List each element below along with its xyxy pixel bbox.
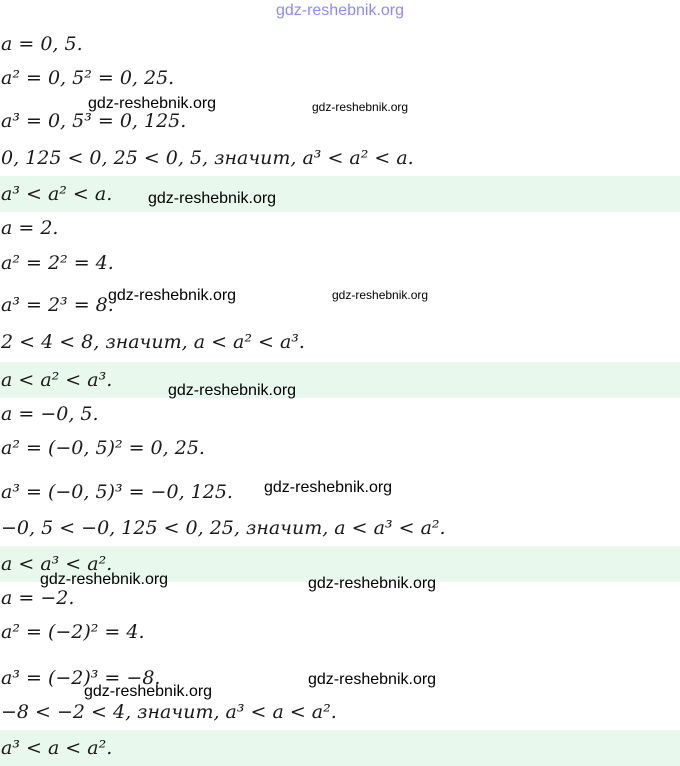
watermark: gdz-reshebnik.org [168,382,297,399]
math-line: a = −0, 5. [1,403,99,425]
answer-line: a³ < a < a². [0,730,680,766]
math-line: a = 0, 5. [1,33,83,55]
math-line: a³ = 2³ = 8. [1,294,114,316]
watermark: gdz-reshebnik.org [88,95,217,112]
math-line: a² = (−0, 5)² = 0, 25. [1,437,205,459]
math-line: −8 < −2 < 4, значит, a³ < a < a². [1,701,337,723]
math-line: a² = 2² = 4. [1,252,114,274]
watermark: gdz-reshebnik.org [308,671,437,688]
math-line: a³ = (−2)³ = −8. [1,667,161,689]
math-line: a = 2. [1,217,59,239]
watermark: gdz-reshebnik.org [312,100,409,114]
math-line: a³ = (−0, 5)³ = −0, 125. [1,481,233,503]
watermark: gdz-reshebnik.org [84,683,213,700]
math-line: 2 < 4 < 8, значит, a < a² < a³. [1,331,305,353]
watermark: gdz-reshebnik.org [40,571,169,588]
math-line: a³ = 0, 5³ = 0, 125. [1,110,187,132]
watermark: gdz-reshebnik.org [332,288,429,302]
watermark: gdz-reshebnik.org [308,575,437,592]
answer-line: a < a² < a³. [0,362,680,398]
math-line: a = −2. [1,587,75,609]
math-line: −0, 5 < −0, 125 < 0, 25, значит, a < a³ < a². [1,517,446,539]
math-line: a² = (−2)² = 4. [1,621,145,643]
watermark: gdz-reshebnik.org [108,287,237,304]
answer-line: a < a³ < a². [0,546,680,582]
watermark: gdz-reshebnik.org [148,190,277,207]
math-line: 0, 125 < 0, 25 < 0, 5, значит, a³ < a² < a. [1,147,414,169]
site-header-link[interactable]: gdz-reshebnik.org [275,2,405,19]
watermark: gdz-reshebnik.org [264,479,393,496]
math-line: a² = 0, 5² = 0, 25. [1,67,175,89]
answer-line: a³ < a² < a. [0,176,680,212]
